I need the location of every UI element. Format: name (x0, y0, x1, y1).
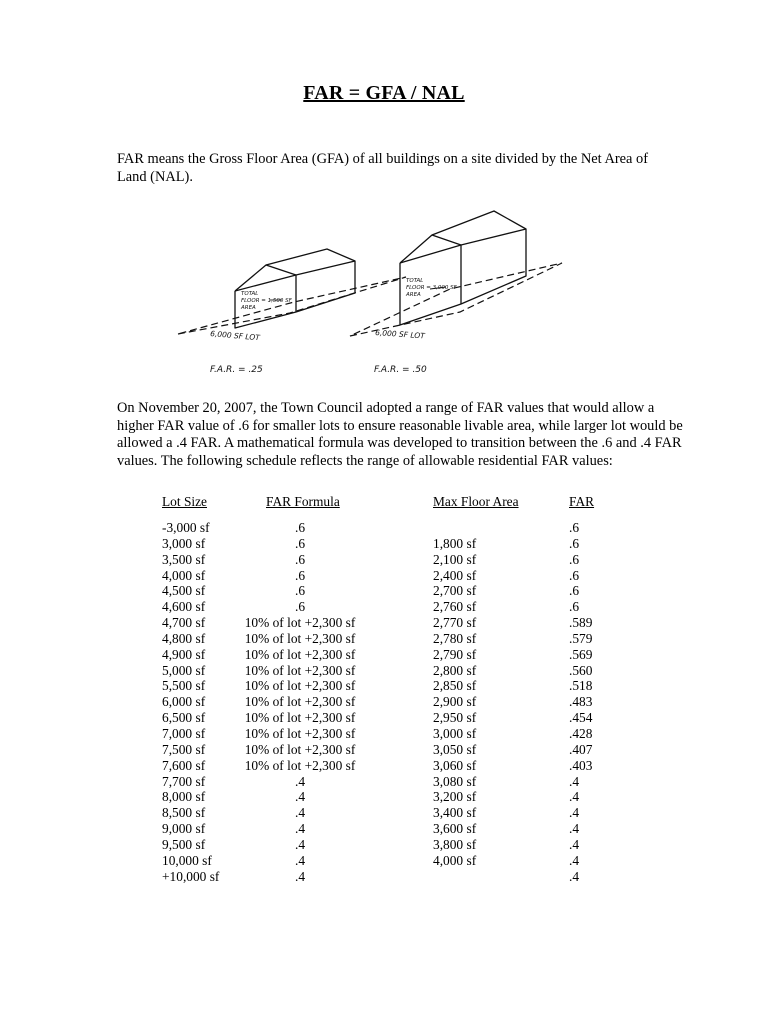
cell-max-floor-area: 3,000 sf (433, 725, 477, 741)
header-lot-size: Lot Size (162, 494, 207, 509)
left-house (235, 249, 355, 328)
cell-max-floor-area: 2,850 sf (433, 678, 477, 694)
cell-far-formula: .6 (294, 535, 306, 551)
cell-lot-size: 4,000 sf (162, 567, 206, 583)
right-floor-label-line3: AREA (406, 292, 421, 298)
header-max-floor-area: Max Floor Area (433, 494, 519, 509)
cell-max-floor-area: 2,800 sf (433, 662, 477, 678)
cell-far: .4 (569, 805, 580, 821)
cell-max-floor-area: 2,100 sf (433, 551, 477, 567)
cell-max-floor-area: 3,050 sf (433, 741, 477, 757)
left-far-label: F.A.R. = .25 (210, 365, 263, 375)
intro-paragraph: FAR means the Gross Floor Area (GFA) of all buildings on a site divided by the Net Area of Land (NAL). (117, 151, 649, 185)
cell-max-floor-area: 3,080 sf (433, 773, 477, 789)
table-body (0, 520, 768, 884)
cell-far: .579 (569, 630, 593, 646)
table-row (0, 789, 768, 805)
cell-far-formula: 10% of lot +2,300 sf (244, 757, 356, 773)
right-floor-label-line1: TOTAL (406, 278, 424, 284)
cell-far: .6 (569, 551, 580, 567)
table-row (0, 520, 768, 536)
cell-far: .6 (569, 583, 580, 599)
cell-far: .407 (569, 741, 593, 757)
cell-far-formula: 10% of lot +2,300 sf (244, 662, 356, 678)
table-row (0, 536, 768, 552)
cell-far-formula: 10% of lot +2,300 sf (244, 741, 356, 757)
cell-far-formula: .6 (294, 520, 306, 535)
cell-lot-size: 5,500 sf (162, 678, 206, 694)
cell-far-formula: 10% of lot +2,300 sf (244, 630, 356, 646)
cell-lot-size: 4,600 sf (162, 599, 206, 615)
header-far-formula: FAR Formula (266, 494, 340, 509)
cell-max-floor-area: 3,600 sf (433, 821, 477, 837)
table-row (0, 615, 768, 631)
cell-far-formula: 10% of lot +2,300 sf (244, 646, 356, 662)
right-lot-outline (350, 263, 562, 336)
cell-max-floor-area: 2,780 sf (433, 630, 477, 646)
cell-far-formula: 10% of lot +2,300 sf (244, 678, 356, 694)
left-lot-outline (178, 277, 406, 334)
left-floor-label-line3: AREA (241, 305, 256, 311)
cell-max-floor-area: 2,790 sf (433, 646, 477, 662)
page-title: FAR = GFA / NAL (303, 82, 465, 104)
cell-far-formula: .4 (294, 868, 306, 884)
table-row (0, 821, 768, 837)
far-diagram-svg (170, 205, 590, 385)
table-row (0, 774, 768, 790)
table-row (0, 742, 768, 758)
cell-lot-size: 4,800 sf (162, 630, 206, 646)
cell-far: .483 (569, 694, 593, 710)
cell-max-floor-area: 4,000 sf (433, 852, 477, 868)
table-row (0, 631, 768, 647)
cell-lot-size: 4,700 sf (162, 615, 206, 631)
cell-lot-size: 3,500 sf (162, 551, 206, 567)
left-floor-label-line2: FLOOR = 1,500 SF (241, 298, 292, 304)
table-row (0, 853, 768, 869)
cell-lot-size: 7,500 sf (162, 741, 206, 757)
table-row (0, 599, 768, 615)
cell-lot-size: 7,000 sf (162, 725, 206, 741)
cell-far-formula: .6 (294, 583, 306, 599)
cell-far: .6 (569, 535, 580, 551)
right-far-label: F.A.R. = .50 (374, 365, 427, 375)
table-row (0, 678, 768, 694)
cell-max-floor-area: 2,950 sf (433, 710, 477, 726)
cell-lot-size: 10,000 sf (162, 852, 212, 868)
cell-max-floor-area: 2,770 sf (433, 615, 477, 631)
cell-far-formula: 10% of lot +2,300 sf (244, 710, 356, 726)
right-lot-label: 6,000 SF LOT (374, 328, 426, 341)
cell-max-floor-area: 2,700 sf (433, 583, 477, 599)
cell-lot-size: 6,000 sf (162, 694, 206, 710)
cell-lot-size: 4,500 sf (162, 583, 206, 599)
cell-far-formula: .4 (294, 852, 306, 868)
cell-far: .403 (569, 757, 593, 773)
cell-lot-size: 9,500 sf (162, 836, 206, 852)
cell-max-floor-area: 2,400 sf (433, 567, 477, 583)
cell-far-formula: .4 (294, 773, 306, 789)
cell-far-formula: .6 (294, 599, 306, 615)
cell-lot-size: 3,000 sf (162, 535, 206, 551)
cell-max-floor-area: 3,200 sf (433, 789, 477, 805)
cell-far: .6 (569, 520, 580, 535)
cell-far: .454 (569, 710, 593, 726)
table-row (0, 583, 768, 599)
cell-max-floor-area: 3,060 sf (433, 757, 477, 773)
cell-max-floor-area: 2,760 sf (433, 599, 477, 615)
table-row (0, 837, 768, 853)
cell-far: .6 (569, 567, 580, 583)
cell-lot-size: +10,000 sf (162, 868, 220, 884)
cell-max-floor-area: 3,800 sf (433, 836, 477, 852)
left-floor-label-line1: TOTAL (241, 291, 259, 297)
cell-lot-size: 9,000 sf (162, 821, 206, 837)
cell-max-floor-area: 3,400 sf (433, 805, 477, 821)
cell-far-formula: .4 (294, 805, 306, 821)
cell-lot-size: 4,900 sf (162, 646, 206, 662)
cell-far-formula: .6 (294, 551, 306, 567)
cell-far-formula: 10% of lot +2,300 sf (244, 725, 356, 741)
table-row (0, 869, 768, 885)
table-row (0, 710, 768, 726)
cell-lot-size: 7,700 sf (162, 773, 206, 789)
cell-far: .4 (569, 868, 580, 884)
cell-max-floor-area: 2,900 sf (433, 694, 477, 710)
cell-far-formula: .4 (294, 836, 306, 852)
right-floor-label-line2: FLOOR = 3,000 SF (406, 285, 457, 291)
cell-far: .4 (569, 789, 580, 805)
cell-far: .589 (569, 615, 593, 631)
table-row (0, 647, 768, 663)
table-row (0, 805, 768, 821)
cell-max-floor-area: 1,800 sf (433, 535, 477, 551)
cell-far: .428 (569, 725, 593, 741)
cell-far: .4 (569, 836, 580, 852)
table-row (0, 552, 768, 568)
cell-far: .569 (569, 646, 593, 662)
cell-far-formula: .4 (294, 821, 306, 837)
cell-lot-size: 8,500 sf (162, 805, 206, 821)
cell-lot-size: 8,000 sf (162, 789, 206, 805)
cell-far-formula: .4 (294, 789, 306, 805)
cell-far-formula: 10% of lot +2,300 sf (244, 694, 356, 710)
cell-far-formula: 10% of lot +2,300 sf (244, 615, 356, 631)
cell-lot-size: 5,000 sf (162, 662, 206, 678)
table-row (0, 663, 768, 679)
cell-far-formula: .6 (294, 567, 306, 583)
far-illustration (170, 205, 590, 385)
table-row (0, 726, 768, 742)
table-row (0, 694, 768, 710)
cell-far: .6 (569, 599, 580, 615)
left-lot-label: 6,000 SF LOT (209, 329, 261, 343)
table-row (0, 758, 768, 774)
cell-far: .4 (569, 821, 580, 837)
cell-lot-size: 6,500 sf (162, 710, 206, 726)
right-house (400, 211, 526, 325)
cell-far: .560 (569, 662, 593, 678)
cell-far: .4 (569, 773, 580, 789)
table-row (0, 568, 768, 584)
schedule-description: On November 20, 2007, the Town Council adopted a range of FAR values that would allow a higher FAR value of .6 for smaller lots to ensure reasonable livable area, while larger lot would be allowed a .4 FAR. A mathematical formula was developed to transition between the .6 and .4 FAR values. The following schedule reflects the range of allowable residential FAR values: (117, 400, 683, 469)
cell-lot-size: 7,600 sf (162, 757, 206, 773)
cell-lot-size: -3,000 sf (162, 520, 210, 535)
cell-far: .518 (569, 678, 593, 694)
cell-far: .4 (569, 852, 580, 868)
header-far: FAR (569, 494, 595, 509)
